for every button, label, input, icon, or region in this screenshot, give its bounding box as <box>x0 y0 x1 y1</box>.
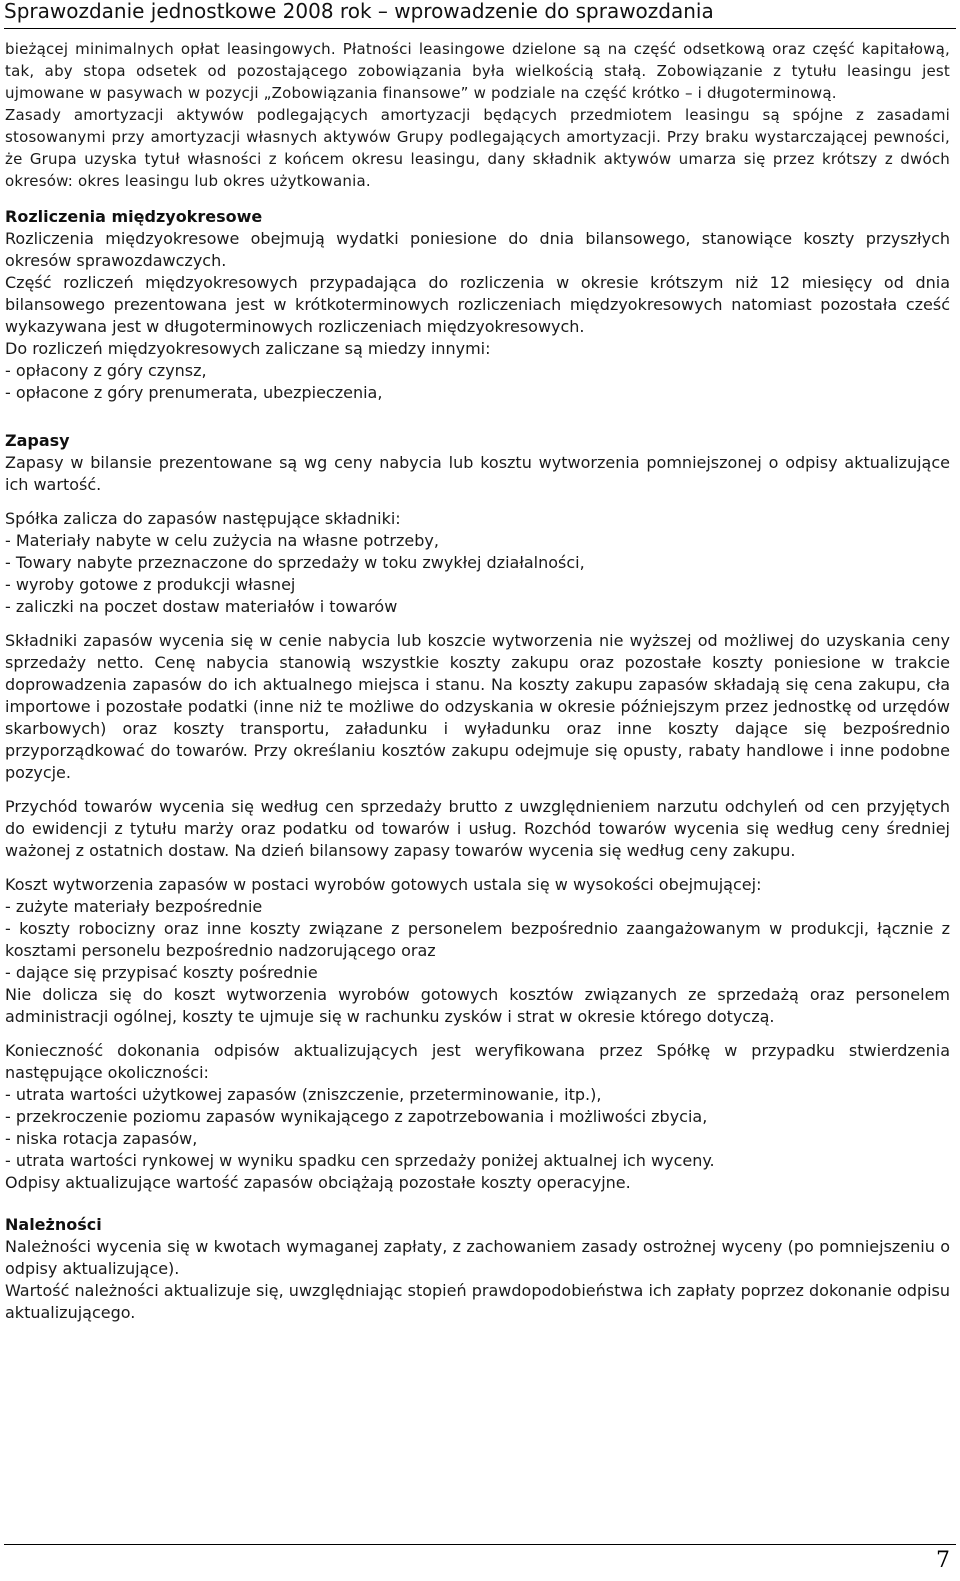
list-item: - Materiały nabyte w celu zużycia na własne potrzeby, <box>5 531 439 550</box>
list-item: - koszty robocizny oraz inne koszty związane z personelem bezpośrednio zaangażowanym w produkcji, łącznie z kosztami personelu bezpośrednio nadzorującego oraz <box>5 919 950 960</box>
rozliczenia-paragraph-1: Rozliczenia międzyokresowe obejmują wydatki poniesione do dnia bilansowego, stanowiące koszty przyszłych okresów sprawozdawczych. <box>5 229 950 270</box>
naleznosci-paragraph-2: Wartość należności aktualizuje się, uwzględniając stopień prawdopodobieństwa ich zapłaty poprzez dokonanie odpisu aktualizującego. <box>5 1281 950 1322</box>
list-item: - utrata wartości rynkowej w wyniku spadku cen sprzedaży poniżej aktualnej ich wyceny. <box>5 1151 715 1170</box>
header-divider <box>4 28 956 29</box>
rozliczenia-list-intro: Do rozliczeń międzyokresowych zaliczane są miedzy innymi: <box>5 339 491 358</box>
list-item: - wyroby gotowe z produkcji własnej <box>5 575 296 594</box>
leasing-paragraph-2: Zasady amortyzacji aktywów podlegających amortyzacji będących przedmiotem leasingu są spójne z zasadami stosowanymi przy amortyzacji własnych aktywów Grupy podlegających amortyzacji. Przy braku wystarczającej pewności, że Grupa uzyska tytuł własności z końcem okresu leasingu, dany składnik aktywów umarza się przez krótszy z dwóch okresów: okres leasingu lub okres użytkowania. <box>5 106 950 190</box>
section-heading-zapasy: Zapasy <box>5 431 70 450</box>
list-item: - utrata wartości użytkowej zapasów (zniszczenie, przeterminowanie, itp.), <box>5 1085 602 1104</box>
list-item: - przekroczenie poziomu zapasów wynikającego z zapotrzebowania i możliwości zbycia, <box>5 1107 708 1126</box>
zapasy-paragraph-5: Nie dolicza się do koszt wytworzenia wyrobów gotowych kosztów związanych ze sprzedażą oraz personelem administracji ogólnej, koszty te ujmuje się w rachunku zysków i strat w okresie którego dotyczą. <box>5 985 950 1026</box>
running-header <box>0 0 960 22</box>
list-item: - opłacony z góry czynsz, <box>5 361 207 380</box>
zapasy-list-intro: Spółka zalicza do zapasów następujące składniki: <box>5 509 401 528</box>
page-number: 7 <box>936 1548 950 1573</box>
naleznosci-section <box>5 1214 950 1324</box>
list-item: - zużyte materiały bezpośrednie <box>5 897 263 916</box>
leasing-paragraph-1: bieżącej minimalnych opłat leasingowych. Płatności leasingowe dzielone są na część odsetkową oraz część kapitałową, tak, aby stopa odsetek od pozostającego zobowiązania była wielkością stałą. Zobowiązanie z tytułu leasingu jest ujmowane w pasywach w pozycji „Zobowiązania finansowe” w podziale na część krótko – i długoterminową. <box>5 40 950 102</box>
header-title: Sprawozdanie jednostkowe 2008 rok – wprowadzenie do sprawozdania <box>4 0 714 23</box>
naleznosci-paragraph-1: Należności wycenia się w kwotach wymaganej zapłaty, z zachowaniem zasady ostrożnej wyceny (po pomniejszeniu o odpisy aktualizujące). <box>5 1237 950 1278</box>
document-body <box>5 38 950 1324</box>
zapasy-paragraph-6: Konieczność dokonania odpisów aktualizujących jest weryfikowana przez Spółkę w przypadku stwierdzenia następujące okoliczności: <box>5 1041 950 1082</box>
list-item: - niska rotacja zapasów, <box>5 1129 198 1148</box>
list-item: - zaliczki na poczet dostaw materiałów i towarów <box>5 597 398 616</box>
zapasy-paragraph-7: Odpisy aktualizujące wartość zapasów obciążają pozostałe koszty operacyjne. <box>5 1173 631 1192</box>
section-heading-naleznosci: Należności <box>5 1215 102 1234</box>
zapasy-paragraph-4: Koszt wytworzenia zapasów w postaci wyrobów gotowych ustala się w wysokości obejmującej: <box>5 875 762 894</box>
list-item: - dające się przypisać koszty pośrednie <box>5 963 318 982</box>
zapasy-section <box>5 430 950 1194</box>
rozliczenia-section <box>5 206 950 404</box>
list-item: - opłacone z góry prenumerata, ubezpieczenia, <box>5 383 383 402</box>
rozliczenia-paragraph-2: Część rozliczeń międzyokresowych przypadająca do rozliczenia w okresie krótszym niż 12 miesięcy od dnia bilansowego prezentowana jest w krótkoterminowych rozliczeniach międzyokresowych natomiast pozostała cześć wykazywana jest w długoterminowych rozliczeniach międzyokresowych. <box>5 273 950 336</box>
zapasy-paragraph-2: Składniki zapasów wycenia się w cenie nabycia lub koszcie wytworzenia nie wyższej od możliwej do uzyskania ceny sprzedaży netto. Cenę nabycia stanowią wszystkie koszty zakupu oraz pozostałe koszty poniesione w trakcie doprowadzenia zapasów do ich aktualnego miejsca i stanu. Na koszty zakupu zapasów składają się cena zakupu, cła importowe i pozostałe podatki (inne niż te możliwe do odzyskania w okresie późniejszym przez jednostkę od urzędów skarbowych) oraz koszty transportu, załadunku i wyładunku oraz inne koszty dające się bezpośrednio przyporządkować do towarów. Przy określaniu kosztów zakupu odejmuje się opusty, rabaty handlowe i inne podobne pozycje. <box>5 631 950 782</box>
zapasy-paragraph-1: Zapasy w bilansie prezentowane są wg ceny nabycia lub kosztu wytworzenia pomniejszonej o odpisy aktualizujące ich wartość. <box>5 453 950 494</box>
leasing-section <box>5 38 950 192</box>
section-heading-rozliczenia: Rozliczenia międzyokresowe <box>5 207 263 226</box>
list-item: - Towary nabyte przeznaczone do sprzedaży w toku zwykłej działalności, <box>5 553 585 572</box>
zapasy-paragraph-3: Przychód towarów wycenia się według cen sprzedaży brutto z uwzględnieniem narzutu odchyleń od cen przyjętych do ewidencji z tytułu marży oraz podatku od towarów i usług. Rozchód towarów wycenia się według ceny średniej ważonej z ostatnich dostaw. Na dzień bilansowy zapasy towarów wycenia się według ceny zakupu. <box>5 797 950 860</box>
footer-divider <box>4 1544 956 1545</box>
